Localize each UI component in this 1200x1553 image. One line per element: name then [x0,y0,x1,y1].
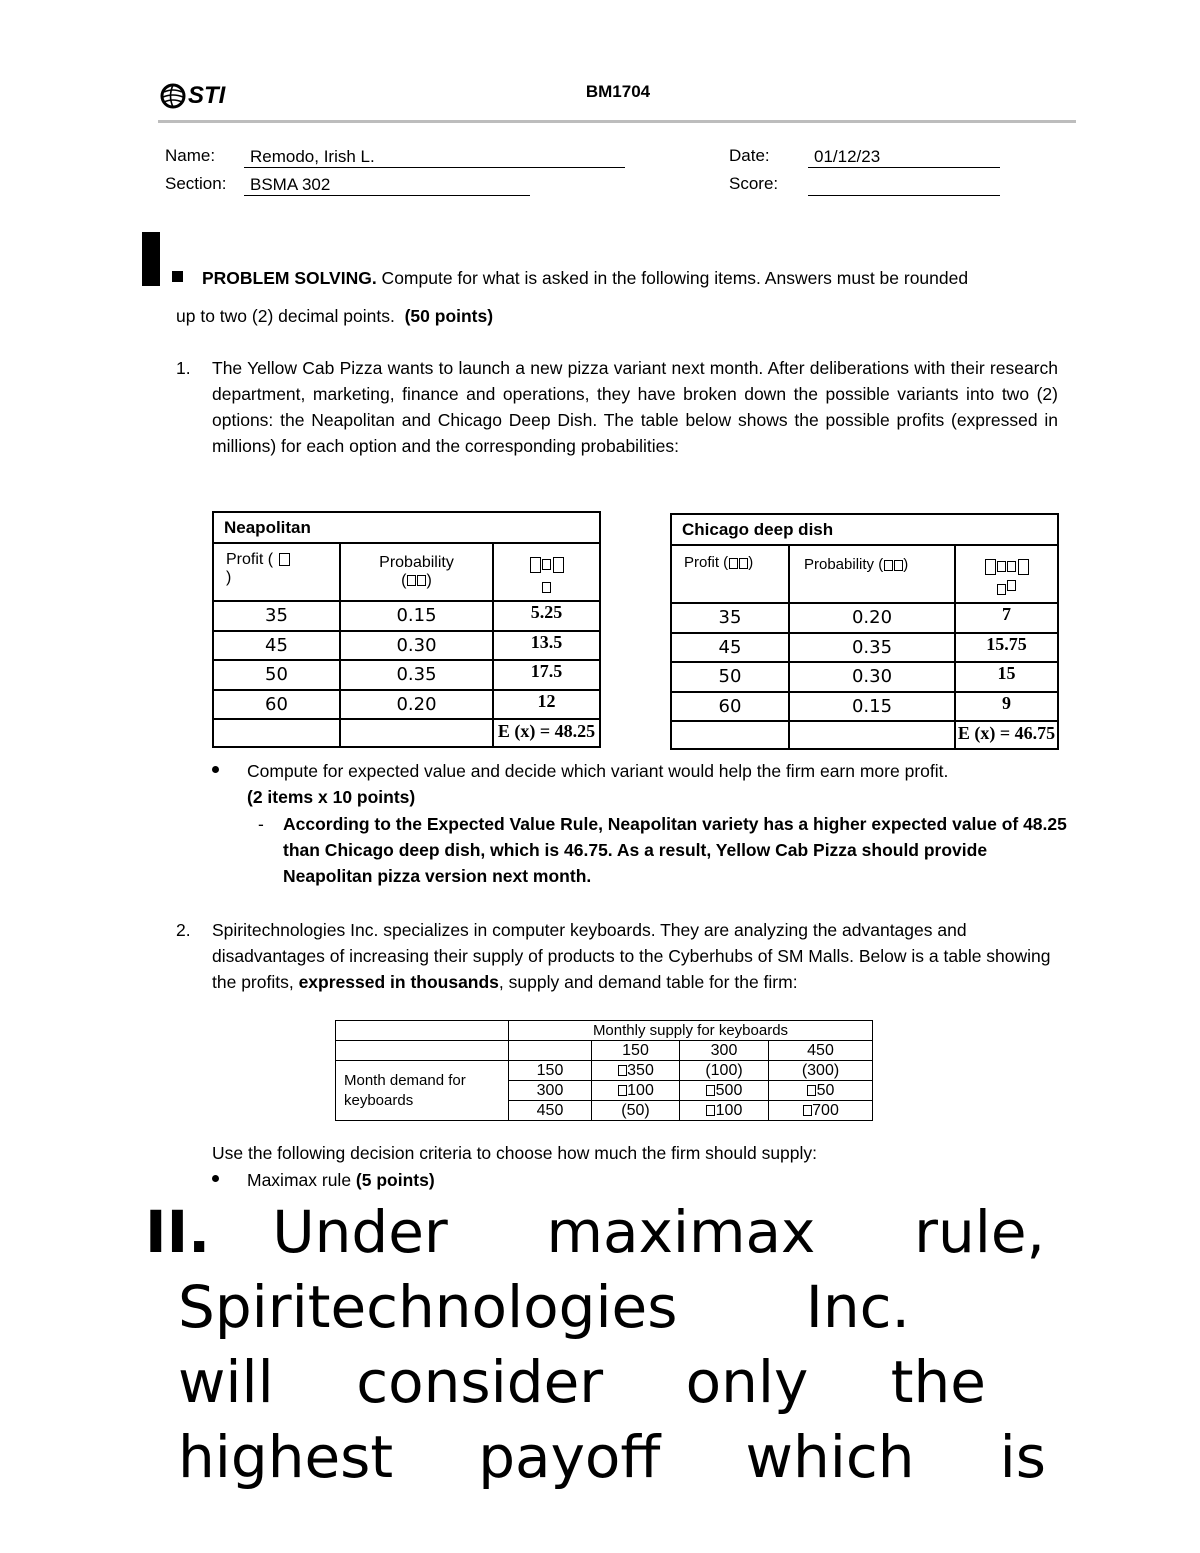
part1-points: (50 points) [404,306,494,326]
neapolitan-profit-cell: 45 [213,631,340,661]
item1-bullet [247,758,1067,810]
chicago-col-prob [789,545,955,603]
score-label: Score: [729,174,779,193]
neapolitan-row [213,660,600,690]
chicago-col-px [955,545,1058,603]
part2-line1-text [272,1196,1045,1269]
part2-line4-text [178,1421,1046,1494]
chicago-row [671,692,1058,722]
logo-text: STI [188,82,226,109]
part2-word: consider [356,1348,604,1416]
neapolitan-col-profit [213,543,340,601]
kb-cell: 700 [769,1101,873,1121]
neapolitan-table [212,511,601,748]
kb-supply-value: 450 [769,1041,873,1061]
part2-word: Inc. [805,1273,910,1341]
chicago-row [671,603,1058,633]
chicago-profit-cell: 50 [671,662,789,692]
section-field[interactable]: BSMA 302 [244,174,530,196]
neapolitan-title: Neapolitan [213,512,600,543]
chicago-row [671,633,1058,663]
kb-supply-value: 150 [592,1041,680,1061]
chicago-prob-cell: 0.20 [789,603,955,633]
part2-word: the [890,1348,986,1416]
part2-line1 [145,1196,1045,1269]
neapolitan-px-cell: 5.25 [493,601,600,631]
kb-cell: 350 [592,1061,680,1081]
kb-demand-value: 300 [509,1081,592,1101]
neapolitan-profit-cell: 35 [213,601,340,631]
neapolitan-prob-cell: 0.15 [340,601,493,631]
roman-numeral-i [142,232,160,286]
chicago-profit-cell: 45 [671,633,789,663]
part2-line2-text [178,1271,910,1344]
part2-word: will [178,1348,274,1416]
chicago-px-cell: 15 [955,662,1058,692]
chicago-profit-cell: 35 [671,603,789,633]
kb-cell: 50 [769,1081,873,1101]
item1-bullet-points: (2 items x 10 points) [247,787,416,807]
part2-word: payoff [478,1423,661,1491]
chicago-col-profit-close: ) [748,554,754,571]
chicago-row [671,662,1058,692]
section-label: Section: [165,174,227,193]
chicago-prob-cell: 0.15 [789,692,955,722]
chicago-px-cell: 9 [955,692,1058,722]
chicago-col-profit [671,545,789,603]
neapolitan-prob-cell: 0.35 [340,660,493,690]
part2-word: which [745,1423,915,1491]
header-divider [158,120,1076,123]
chicago-px-cell: 15.75 [955,633,1058,663]
neapolitan-col-prob-open: ( [401,572,407,589]
chicago-empty-cell [789,721,955,749]
kb-demand-value: 150 [509,1061,592,1081]
item1-number: 1. [176,358,191,378]
part2-word: maximax [546,1198,816,1266]
part1-title: PROBLEM SOLVING. [202,268,377,288]
part2-line3 [178,1346,986,1419]
score-field[interactable] [808,174,1000,196]
kb-cell: 500 [680,1081,769,1101]
bullet-icon [212,766,219,773]
item2-bullet-text: Maximax rule [247,1170,356,1190]
neapolitan-col-prob-text: Probability [379,554,454,571]
chicago-empty-cell [671,721,789,749]
part1-heading [202,265,1062,291]
chicago-px-cell: 7 [955,603,1058,633]
neapolitan-expected-value: E (x) = 48.25 [493,719,600,747]
kb-cell: (300) [769,1061,873,1081]
item1-text: The Yellow Cab Pizza wants to launch a new pizza variant next month. After deliberations with their research department, marketing, finance and operations, they have broken down the possible variants into two (2) options: the Neapolitan and Chicago Deep Dish. The table below shows the possible profits (expressed in millions) for each option and the corresponding probabilities: [212,358,1058,456]
date-label: Date: [729,146,770,165]
part2-word: highest [178,1423,394,1491]
neapolitan-empty-cell [213,719,340,747]
kb-cell: (100) [680,1061,769,1081]
part1-instructions-cont-text: up to two (2) decimal points. [176,306,395,326]
part2-line4 [178,1421,1046,1494]
part2-word: Spiritechnologies [178,1273,678,1341]
neapolitan-profit-cell: 50 [213,660,340,690]
kb-cell: (50) [592,1101,680,1121]
kb-cell: 100 [680,1101,769,1121]
keyboards-table [335,1020,873,1121]
kb-supply-value: 300 [680,1041,769,1061]
item1-answer: According to the Expected Value Rule, Neapolitan variety has a higher expected value of 48.25 than Chicago deep dish, which is 46.75. As a result, Yellow Cab Pizza should provide Neapolitan pizza version next month. [283,814,1067,886]
chicago-profit-cell: 60 [671,692,789,722]
item2-text-b: , supply and demand table for the firm: [498,972,798,992]
neapolitan-prob-cell: 0.30 [340,631,493,661]
dash-marker: - [258,814,264,834]
chicago-title: Chicago deep dish [671,514,1058,545]
kb-demand-label: Month demand for keyboards [336,1061,509,1121]
kb-demand-value: 450 [509,1101,592,1121]
bullet-icon [212,1175,219,1182]
kb-corner-cell [336,1021,509,1041]
date-field[interactable]: 01/12/23 [808,146,1000,168]
neapolitan-col-profit-text: Profit ( [226,551,274,568]
neapolitan-row [213,631,600,661]
kb-supply-header: Monthly supply for keyboards [509,1021,873,1041]
name-field[interactable]: Remodo, Irish L. [244,146,625,168]
item2-text-bold: expressed in thousands [298,972,499,992]
neapolitan-col-prob [340,543,493,601]
item2-number: 2. [176,920,191,940]
neapolitan-prob-cell: 0.20 [340,690,493,720]
neapolitan-px-cell: 17.5 [493,660,600,690]
chicago-prob-cell: 0.30 [789,662,955,692]
kb-cell: 100 [592,1081,680,1101]
neapolitan-row [213,690,600,720]
item2-bullet [247,1167,435,1193]
kb-corner-cell [336,1041,509,1061]
neapolitan-empty-cell [340,719,493,747]
neapolitan-profit-cell: 60 [213,690,340,720]
chicago-col-prob-close: ) [903,556,909,573]
neapolitan-col-px [493,543,600,601]
square-bullet-icon [172,271,183,282]
kb-blank-cell [509,1041,592,1061]
chicago-prob-cell: 0.35 [789,633,955,663]
neapolitan-px-cell: 13.5 [493,631,600,661]
part2-line2 [178,1271,910,1344]
neapolitan-row [213,601,600,631]
chicago-col-prob-text: Probability ( [804,556,884,573]
chicago-col-profit-text: Profit ( [684,554,729,571]
part1-instructions: Compute for what is asked in the following items. Answers must be rounded [376,268,969,288]
item2-bullet-points: (5 points) [355,1170,435,1190]
item2-text-a: Spiritechnologies Inc. specializes in computer keyboards. They are analyzing the advantages and disadvantages of increasing their supply of products to the Cyberhubs of SM Malls. Below is a table showing the profits, [212,920,1051,992]
part1-instructions-cont [176,303,493,329]
chicago-expected-value: E (x) = 46.75 [955,721,1058,749]
part2-word: rule, [914,1198,1045,1266]
item2-text [212,917,1062,995]
neapolitan-px-cell: 12 [493,690,600,720]
part2-line3-text [178,1346,986,1419]
part2-roman: II. [145,1198,211,1266]
document-code: BM1704 [585,82,651,101]
part2-word: only [685,1348,809,1416]
item1-bullet-text: Compute for expected value and decide which variant would help the firm earn more profit. [247,761,949,781]
neapolitan-col-prob-close: ) [426,572,432,589]
part2-word: Under [272,1198,448,1266]
chicago-table [670,513,1059,750]
name-label: Name: [165,146,216,165]
neapolitan-col-profit-close: ) [226,569,232,586]
item2-criteria: Use the following decision criteria to choose how much the firm should supply: [212,1143,818,1163]
part2-word: is [999,1423,1046,1491]
